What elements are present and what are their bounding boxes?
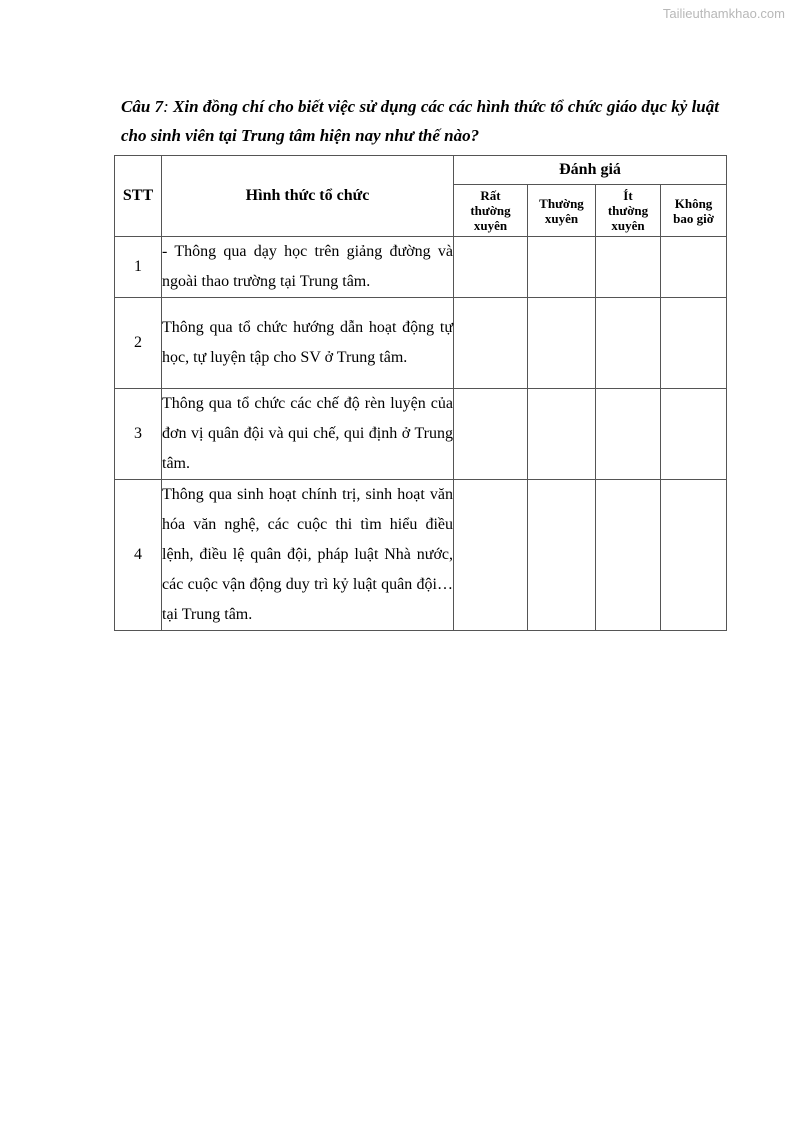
- header-often-line: Thường: [539, 195, 584, 211]
- rating-cell[interactable]: [596, 389, 661, 480]
- rating-cell[interactable]: [596, 237, 661, 298]
- row-stt: 4: [115, 480, 162, 631]
- rating-cell[interactable]: [661, 298, 727, 389]
- table-row: [115, 389, 727, 480]
- header-very-often-line: thường: [470, 203, 511, 218]
- rating-cell[interactable]: [661, 389, 727, 480]
- header-rarely-line: xuyên: [611, 218, 645, 233]
- table-row: [115, 480, 727, 631]
- header-never: [661, 185, 727, 237]
- rating-cell[interactable]: [596, 298, 661, 389]
- header-rarely-line: thường: [607, 203, 649, 218]
- row-stt: 2: [115, 298, 162, 389]
- row-form-text: - Thông qua dạy học trên giảng đường và ngoài thao trường tại Trung tâm.: [162, 237, 454, 298]
- header-often-line: xuyên: [544, 210, 579, 226]
- header-never-line: bao giờ: [673, 210, 714, 226]
- header-rarely-line: Ít: [623, 188, 633, 203]
- rating-cell[interactable]: [454, 480, 528, 631]
- header-form: Hình thức tổ chức: [162, 156, 454, 237]
- header-rating: Đánh giá: [454, 156, 727, 185]
- rating-cell[interactable]: [454, 389, 528, 480]
- question-body: Xin đồng chí cho biết việc sử dụng các các hình thức tổ chức giáo dục kỷ luật cho sinh viên tại Trung tâm hiện nay như thế nào?: [121, 97, 719, 145]
- header-never-line: Không: [674, 195, 713, 211]
- question-separator: :: [163, 97, 174, 116]
- row-form-text: Thông qua sinh hoạt chính trị, sinh hoạt văn hóa văn nghệ, các cuộc thi tìm hiểu điều lệnh, điều lệ quân đội, pháp luật Nhà nước, các cuộc vận động duy trì kỷ luật quân đội… tại Trung tâm.: [162, 480, 454, 631]
- header-stt: STT: [115, 156, 162, 237]
- header-often: [528, 185, 596, 237]
- watermark: Tailieuthamkhao.com: [662, 6, 785, 21]
- rating-cell[interactable]: [528, 389, 596, 480]
- question-label: Câu 7: [121, 97, 164, 116]
- row-form-text: Thông qua tổ chức các chế độ rèn luyện của đơn vị quân đội và qui chế, qui định ở Trung tâm.: [162, 389, 454, 480]
- table-row: [115, 298, 727, 389]
- rating-cell[interactable]: [454, 298, 528, 389]
- rating-cell[interactable]: [661, 480, 727, 631]
- header-very-often: [454, 185, 528, 237]
- question-text: [121, 92, 719, 150]
- rating-cell[interactable]: [454, 237, 528, 298]
- row-stt: 3: [115, 389, 162, 480]
- rating-cell[interactable]: [528, 480, 596, 631]
- survey-table: [114, 155, 727, 631]
- rating-cell[interactable]: [596, 480, 661, 631]
- row-stt: 1: [115, 237, 162, 298]
- table-row: [115, 237, 727, 298]
- rating-cell[interactable]: [661, 237, 727, 298]
- rating-cell[interactable]: [528, 237, 596, 298]
- header-rarely: [596, 185, 661, 237]
- header-very-often-line: Rất: [480, 188, 501, 203]
- header-very-often-line: xuyên: [473, 218, 508, 233]
- rating-cell[interactable]: [528, 298, 596, 389]
- row-form-text: Thông qua tổ chức hướng dẫn hoạt động tự học, tự luyện tập cho SV ở Trung tâm.: [162, 298, 454, 389]
